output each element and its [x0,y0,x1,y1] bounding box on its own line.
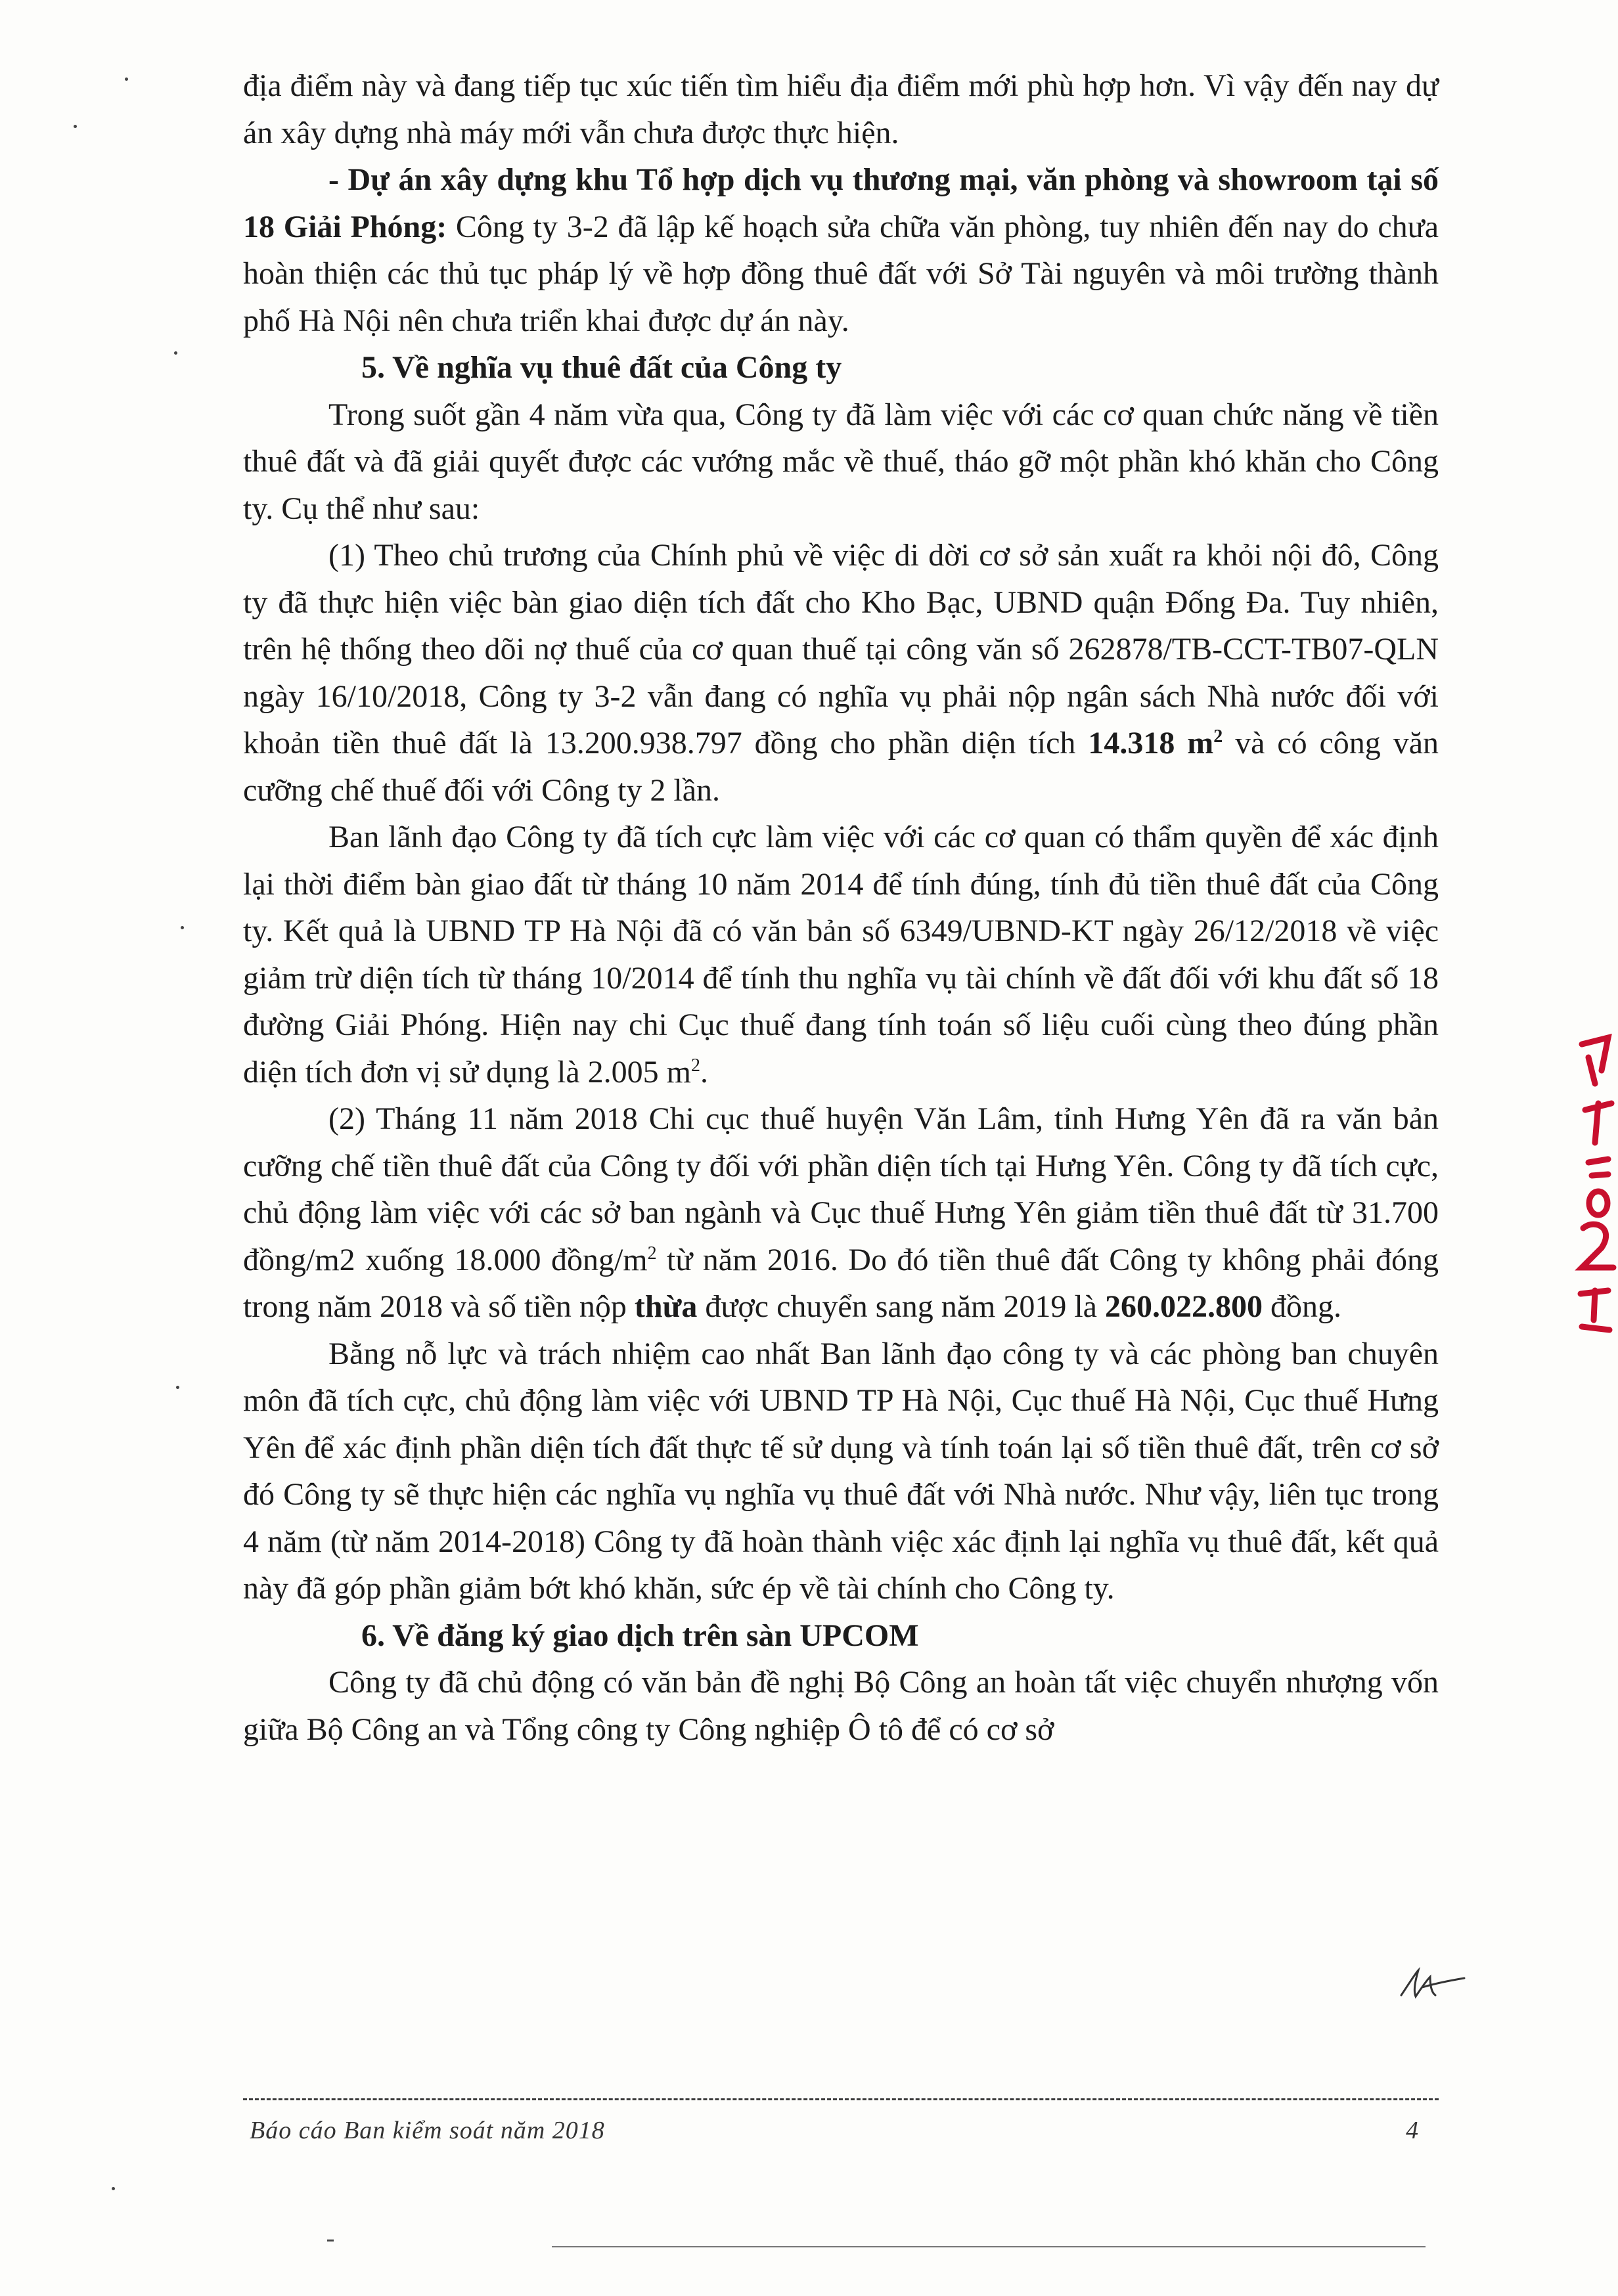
leadership-sup: 2 [691,1055,701,1076]
item-2-bold-amount: 260.022.800 [1104,1289,1263,1324]
leadership-text-b: . [700,1054,709,1090]
item-1-text-b: và có công văn cưỡng chế thuế đối với Công ty 2 lần. [243,726,1439,808]
item-1-area [1088,726,1223,761]
scan-mark [174,351,177,355]
paragraph-showroom-project [243,156,1439,344]
leadership-text-a: Ban lãnh đạo Công ty đã tích cực làm việc với các cơ quan có thẩm quyền để xác định lại thời điểm bàn giao đất từ tháng 10 năm 2014 để tính đúng, tính đủ tiền thuê đất của Công ty. Kết quả là UBND TP Hà Nội đã có văn bản số 6349/UBND-KT ngày 26/12/2018 về việc giảm trừ diện tích từ tháng 10/2014 để tính thu nghĩa vụ tài chính về đất đối với khu đất số 18 đường Giải Phóng. Hiện nay chi Cục thuế đang tính toán số liệu cuối cùng theo đúng phần diện tích đơn vị sử dụng là 2.005 m [243,820,1439,1090]
item-1-area-value: 14.318 m [1088,726,1214,761]
project-text: Công ty 3-2 đã lập kế hoạch sửa chữa văn phòng, tuy nhiên đến nay do chưa hoàn thiện các thủ tục pháp lý về hợp đồng thuê đất với Sở Tài nguyên và môi trường thành phố Hà Nội nên chưa triển khai được dự án này. [243,209,1439,338]
red-stamp-fragment-icon [1569,1031,1618,1346]
section-heading-6: 6. Về đăng ký giao dịch trên sàn UPCOM [361,1618,919,1653]
footer-divider [243,2098,1439,2100]
page-number: 4 [1406,2117,1418,2144]
paragraph-summary: Bằng nỗ lực và trách nhiệm cao nhất Ban lãnh đạo công ty và các phòng ban chuyên môn đã tích cực, chủ động làm việc với UBND TP Hà Nội, Cục thuế Hà Nội, Cục thuế Hưng Yên để xác định phần diện tích đất thực tế sử dụng và tính toán lại số tiền thuê đất, trên cơ sở đó Công ty sẽ thực hiện các nghĩa vụ nghĩa vụ thuê đất với Nhà nước. Như vậy, liên tục trong 4 năm (từ năm 2014-2018) Công ty đã hoàn thành việc xác định lại nghĩa vụ thuê đất, kết quả này đã góp phần giảm bớt khó khăn, sức ép về tài chính cho Công ty. [243,1336,1439,1606]
item-2-bold-excess: thừa [634,1289,698,1324]
item-2-text-d: đồng. [1262,1289,1341,1324]
item-1-area-sup: 2 [1213,726,1223,747]
footer-title: Báo cáo Ban kiểm soát năm 2018 [250,2117,605,2144]
scan-mark [74,125,77,128]
paragraph-overview: Trong suốt gần 4 năm vừa qua, Công ty đã làm việc với các cơ quan chức năng về tiền thuê đất và đã giải quyết được các vướng mắc về thuế, tháo gỡ một phần khó khăn cho Công ty. Cụ thể như sau: [243,397,1439,526]
scan-mark [176,1386,179,1389]
scan-mark [181,926,184,929]
item-2-text-a: (2) Tháng 11 năm 2018 Chi cục thuế huyện Văn Lâm, tỉnh Hưng Yên đã ra văn bản cưỡng chế tiền thuê đất của Công ty đối với phần diện tích tại Hưng Yên. Công ty đã tích cực, chủ động làm việc với các sở ban ngành và Cục thuế Hưng Yên giảm tiền thuê đất từ 31.700 đồng/m2 xuống 18.000 đồng/m [243,1101,1439,1277]
item-2-sup: 2 [647,1243,657,1264]
item-2-text-c: được chuyển sang năm 2019 là [697,1289,1105,1324]
project-title: - Dự án xây dựng khu Tổ hợp dịch vụ thương mại, văn phòng và showroom tại số 18 Giải Phóng: [243,162,1439,244]
paragraph-item-2 [243,1095,1439,1331]
bottom-edge-line [552,2246,1426,2247]
handwritten-initials-icon [1396,1964,1468,2003]
paragraph-item-1 [243,532,1439,814]
document-body [243,62,1439,1753]
scan-mark [327,2240,334,2241]
item-1-text-a: (1) Theo chủ trương của Chính phủ về việc di dời cơ sở sản xuất ra khỏi nội đô, Công ty đã thực hiện việc bàn giao diện tích đất cho Kho Bạc, UBND quận Đống Đa. Tuy nhiên, trên hệ thống theo dõi nợ thuế của cơ quan thuế tại công văn số 262878/TB-CCT-TB07-QLN ngày 16/10/2018, Công ty 3-2 vẫn đang có nghĩa vụ phải nộp ngân sách Nhà nước đối với khoản tiền thuê đất là 13.200.938.797 đồng cho phần diện tích [243,538,1439,761]
paragraph-continuation: địa điểm này và đang tiếp tục xúc tiến tìm hiểu địa điểm mới phù hợp hơn. Vì vậy đến nay dự án xây dựng nhà máy mới vẫn chưa được thực hiện. [243,68,1439,150]
section-heading-5: 5. Về nghĩa vụ thuê đất của Công ty [361,350,842,385]
paragraph-leadership-result [243,814,1439,1095]
scan-mark [125,77,128,81]
scan-mark [112,2187,115,2190]
paragraph-upcom: Công ty đã chủ động có văn bản đề nghị Bộ Công an hoàn tất việc chuyển nhượng vốn giữa Bộ Công an và Tổng công ty Công nghiệp Ô tô để có cơ sở [243,1665,1439,1747]
item-2-text-b: từ năm 2016. Do đó tiền thuê đất Công ty không phải đóng trong năm 2018 và số tiền nộp [243,1242,1439,1324]
